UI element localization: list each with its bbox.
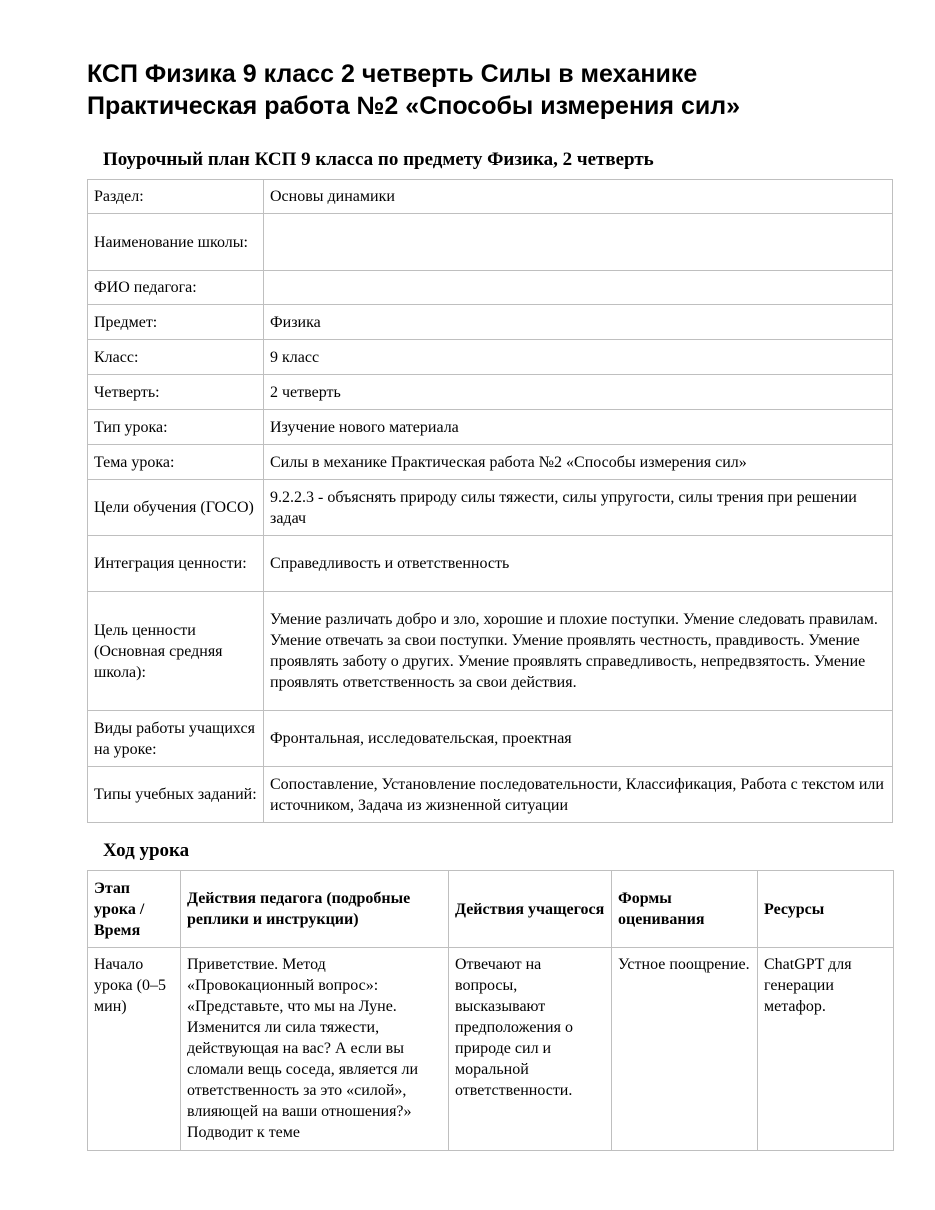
row-value: Силы в механике Практическая работа №2 «Способы измерения сил»	[264, 445, 893, 480]
table-row	[88, 445, 893, 480]
row-value: Основы динамики	[264, 180, 893, 214]
cell-student: Отвечают на вопросы, высказывают предположения о природе сил и моральной ответственности.	[449, 948, 612, 1151]
row-value: Физика	[264, 305, 893, 340]
row-label: Тип урока:	[88, 410, 264, 445]
column-header-teacher: Действия педагога (подробные реплики и инструкции)	[181, 871, 449, 948]
row-label: Цель ценности (Основная средняя школа):	[88, 592, 264, 711]
column-header-student: Действия учащегося	[449, 871, 612, 948]
row-value	[264, 214, 893, 271]
column-header-resources: Ресурсы	[758, 871, 894, 948]
table-row	[88, 214, 893, 271]
column-header-stage: Этап урока / Время	[88, 871, 181, 948]
row-value	[264, 271, 893, 305]
lesson-flow-table	[87, 870, 894, 1151]
row-label: Интеграция ценности:	[88, 536, 264, 592]
row-value: Справедливость и ответственность	[264, 536, 893, 592]
row-label: Тема урока:	[88, 445, 264, 480]
table-row	[88, 340, 893, 375]
row-value: 2 четверть	[264, 375, 893, 410]
table-row	[88, 375, 893, 410]
row-label: Цели обучения (ГОСО)	[88, 480, 264, 536]
row-value: 9.2.2.3 - объяснять природу силы тяжести, силы упругости, силы трения при решении задач	[264, 480, 893, 536]
document-title	[87, 58, 887, 122]
table-row	[88, 480, 893, 536]
plan-heading: Поурочный план КСП 9 класса по предмету Физика, 2 четверть	[103, 149, 654, 170]
row-label: Виды работы учащихся на уроке:	[88, 711, 264, 767]
table-header-row	[88, 871, 894, 948]
table-row	[88, 711, 893, 767]
cell-resources: ChatGPT для генерации метафор.	[758, 948, 894, 1151]
row-label: Раздел:	[88, 180, 264, 214]
cell-stage: Начало урока (0–5 мин)	[88, 948, 181, 1151]
table-row	[88, 271, 893, 305]
document-title-line-1: КСП Физика 9 класс 2 четверть Силы в механике	[87, 60, 698, 88]
table-row	[88, 180, 893, 214]
row-value: Умение различать добро и зло, хорошие и плохие поступки. Умение следовать правилам. Умение отвечать за свои поступки. Умение проявлять честность, правдивость. Умение проявлять заботу о других. Умение проявлять справедливость, непредвзятость. Умение проявлять ответственность за свои действия.	[264, 592, 893, 711]
row-label: Четверть:	[88, 375, 264, 410]
cell-teacher: Приветствие. Метод «Провокационный вопрос»: «Представьте, что мы на Луне. Изменится ли сила тяжести, действующая на вас? А если вы сломали вещь соседа, является ли ответственность за это «силой», влияющей на ваши отношения?» Подводит к теме	[181, 948, 449, 1151]
table-row	[88, 410, 893, 445]
row-label: ФИО педагога:	[88, 271, 264, 305]
row-label: Типы учебных заданий:	[88, 767, 264, 823]
cell-assessment: Устное поощрение.	[612, 948, 758, 1151]
row-value: 9 класс	[264, 340, 893, 375]
table-row	[88, 767, 893, 823]
table-row	[88, 592, 893, 711]
table-row	[88, 948, 894, 1151]
lesson-plan-table	[87, 179, 893, 823]
row-value: Изучение нового материала	[264, 410, 893, 445]
lesson-flow-heading: Ход урока	[103, 840, 190, 861]
column-header-assessment: Формы оценивания	[612, 871, 758, 948]
row-label: Предмет:	[88, 305, 264, 340]
row-value: Сопоставление, Установление последовательности, Классификация, Работа с текстом или источником, Задача из жизненной ситуации	[264, 767, 893, 823]
row-label: Наименование школы:	[88, 214, 264, 271]
row-value: Фронтальная, исследовательская, проектная	[264, 711, 893, 767]
document-title-line-2: Практическая работа №2 «Способы измерения сил»	[87, 92, 741, 120]
row-label: Класс:	[88, 340, 264, 375]
table-row	[88, 305, 893, 340]
table-row	[88, 536, 893, 592]
